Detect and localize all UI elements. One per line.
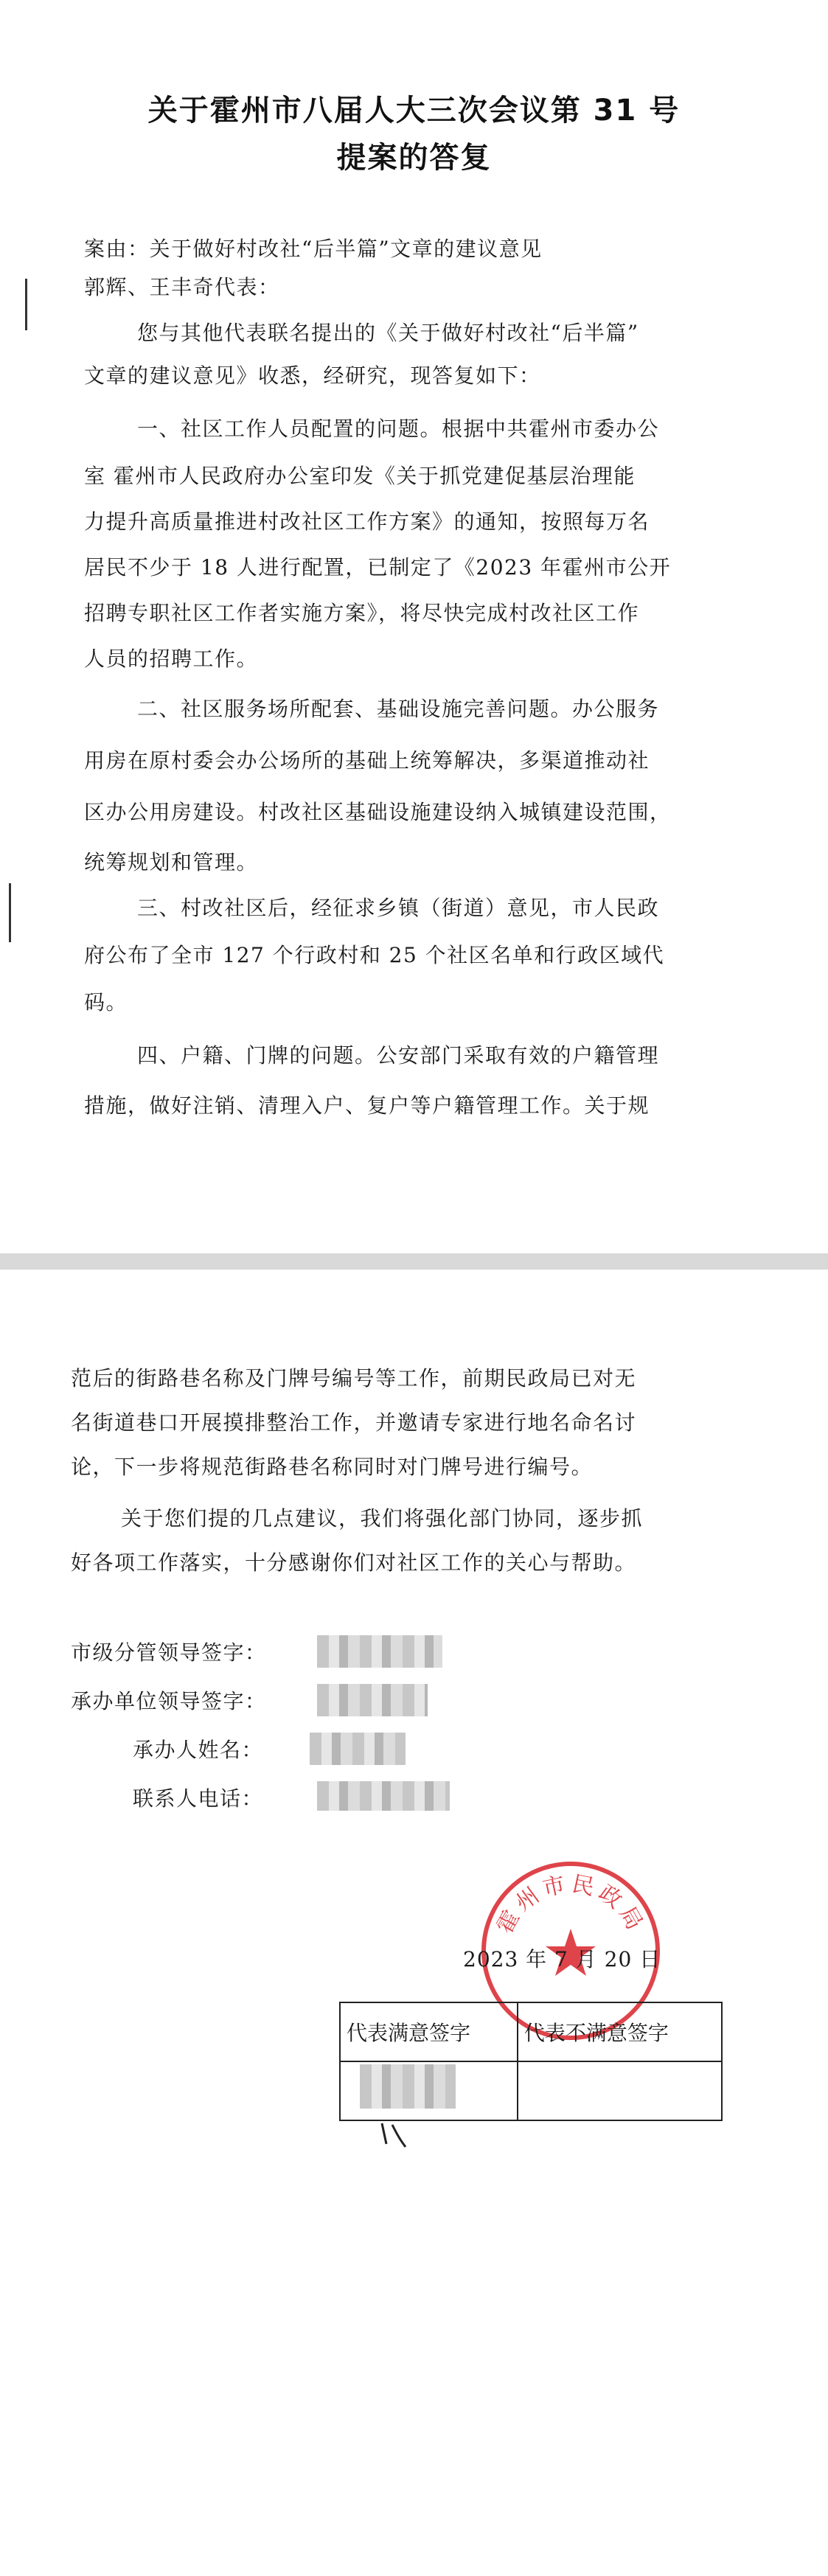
paragraph-line: 名街道巷口开展摸排整治工作，并邀请专家进行地名命名讨 — [71, 1410, 637, 1435]
paragraph-line: 一、社区工作人员配置的问题。根据中共霍州市委办公 — [137, 417, 660, 441]
paragraph-line: 府公布了全市 127 个行政村和 25 个社区名单和行政区域代 — [84, 943, 665, 967]
subject-line: 案由：关于做好村改社“后半篇”文章的建议意见 — [84, 237, 543, 261]
redacted-phone — [317, 1781, 450, 1811]
document-title-line2: 提案的答复 — [336, 141, 492, 175]
leader-signature-label: 市级分管领导签字： — [71, 1640, 267, 1665]
paragraph-line: 范后的街路巷名称及门牌号编号等工作，前期民政局已对无 — [71, 1366, 637, 1390]
paragraph-line: 统筹规划和管理。 — [84, 850, 259, 874]
greeting-line: 郭辉、王丰奇代表： — [84, 275, 280, 299]
seal-text: 霍州市民政局 — [492, 1870, 650, 1938]
redacted-signature — [317, 1635, 442, 1668]
paragraph-line: 区办公用房建设。村改社区基础设施建设纳入城镇建设范围， — [84, 800, 672, 824]
redacted-name — [310, 1733, 406, 1765]
paragraph-line: 室 霍州市人民政府办公室印发《关于抓党建促基层治理能 — [84, 464, 636, 488]
paragraph-line: 论，下一步将规范街路巷名称同时对门牌号进行编号。 — [71, 1455, 594, 1479]
handler-name-label: 承办人姓名： — [133, 1738, 264, 1762]
paragraph-line: 二、社区服务场所配套、基础设施完善问题。办公服务 — [137, 697, 660, 721]
document-title-line1: 关于霍州市八届人大三次会议第 31 号 — [147, 94, 681, 128]
margin-mark — [25, 279, 27, 330]
redacted-representative-signature — [360, 2064, 456, 2109]
paragraph-line: 您与其他代表联名提出的《关于做好村改社“后半篇” — [137, 321, 639, 345]
paragraph-line: 居民不少于 18 人进行配置，已制定了《2023 年霍州市公开 — [84, 555, 672, 579]
document-page-1 — [0, 0, 828, 1253]
unit-leader-signature-label: 承办单位领导签字： — [71, 1689, 267, 1713]
page-separator — [0, 1253, 828, 1270]
margin-mark — [9, 883, 11, 942]
satisfied-signature-header: 代表满意签字 — [340, 2002, 518, 2061]
paragraph-line: 四、户籍、门牌的问题。公安部门采取有效的户籍管理 — [137, 1043, 660, 1068]
paragraph-line: 文章的建议意见》收悉，经研究，现答复如下： — [84, 363, 541, 388]
paragraph-line: 招聘专职社区工作者实施方案》，将尽快完成村改社区工作 — [84, 601, 640, 625]
paragraph-line: 用房在原村委会办公场所的基础上统筹解决，多渠道推动社 — [84, 748, 650, 773]
paragraph-line: 码。 — [84, 990, 128, 1014]
unsatisfied-signature-cell — [518, 2061, 722, 2120]
paragraph-line: 关于您们提的几点建议，我们将强化部门协同，逐步抓 — [121, 1506, 644, 1531]
reply-date: 2023 年 7 月 20 日 — [463, 1947, 661, 1971]
paragraph-line: 好各项工作落实，十分感谢你们对社区工作的关心与帮助。 — [71, 1550, 637, 1575]
contact-phone-label: 联系人电话： — [133, 1786, 264, 1811]
unsatisfied-signature-header: 代表不满意签字 — [518, 2002, 722, 2061]
handwritten-stroke — [376, 2114, 435, 2151]
paragraph-line: 三、村改社区后，经征求乡镇（街道）意见，市人民政 — [137, 896, 660, 920]
redacted-signature — [317, 1684, 428, 1716]
paragraph-line: 人员的招聘工作。 — [84, 647, 259, 671]
paragraph-line: 措施，做好注销、清理入户、复户等户籍管理工作。关于规 — [84, 1093, 650, 1118]
paragraph-line: 力提升高质量推进村改社区工作方案》的通知，按照每万名 — [84, 509, 650, 534]
